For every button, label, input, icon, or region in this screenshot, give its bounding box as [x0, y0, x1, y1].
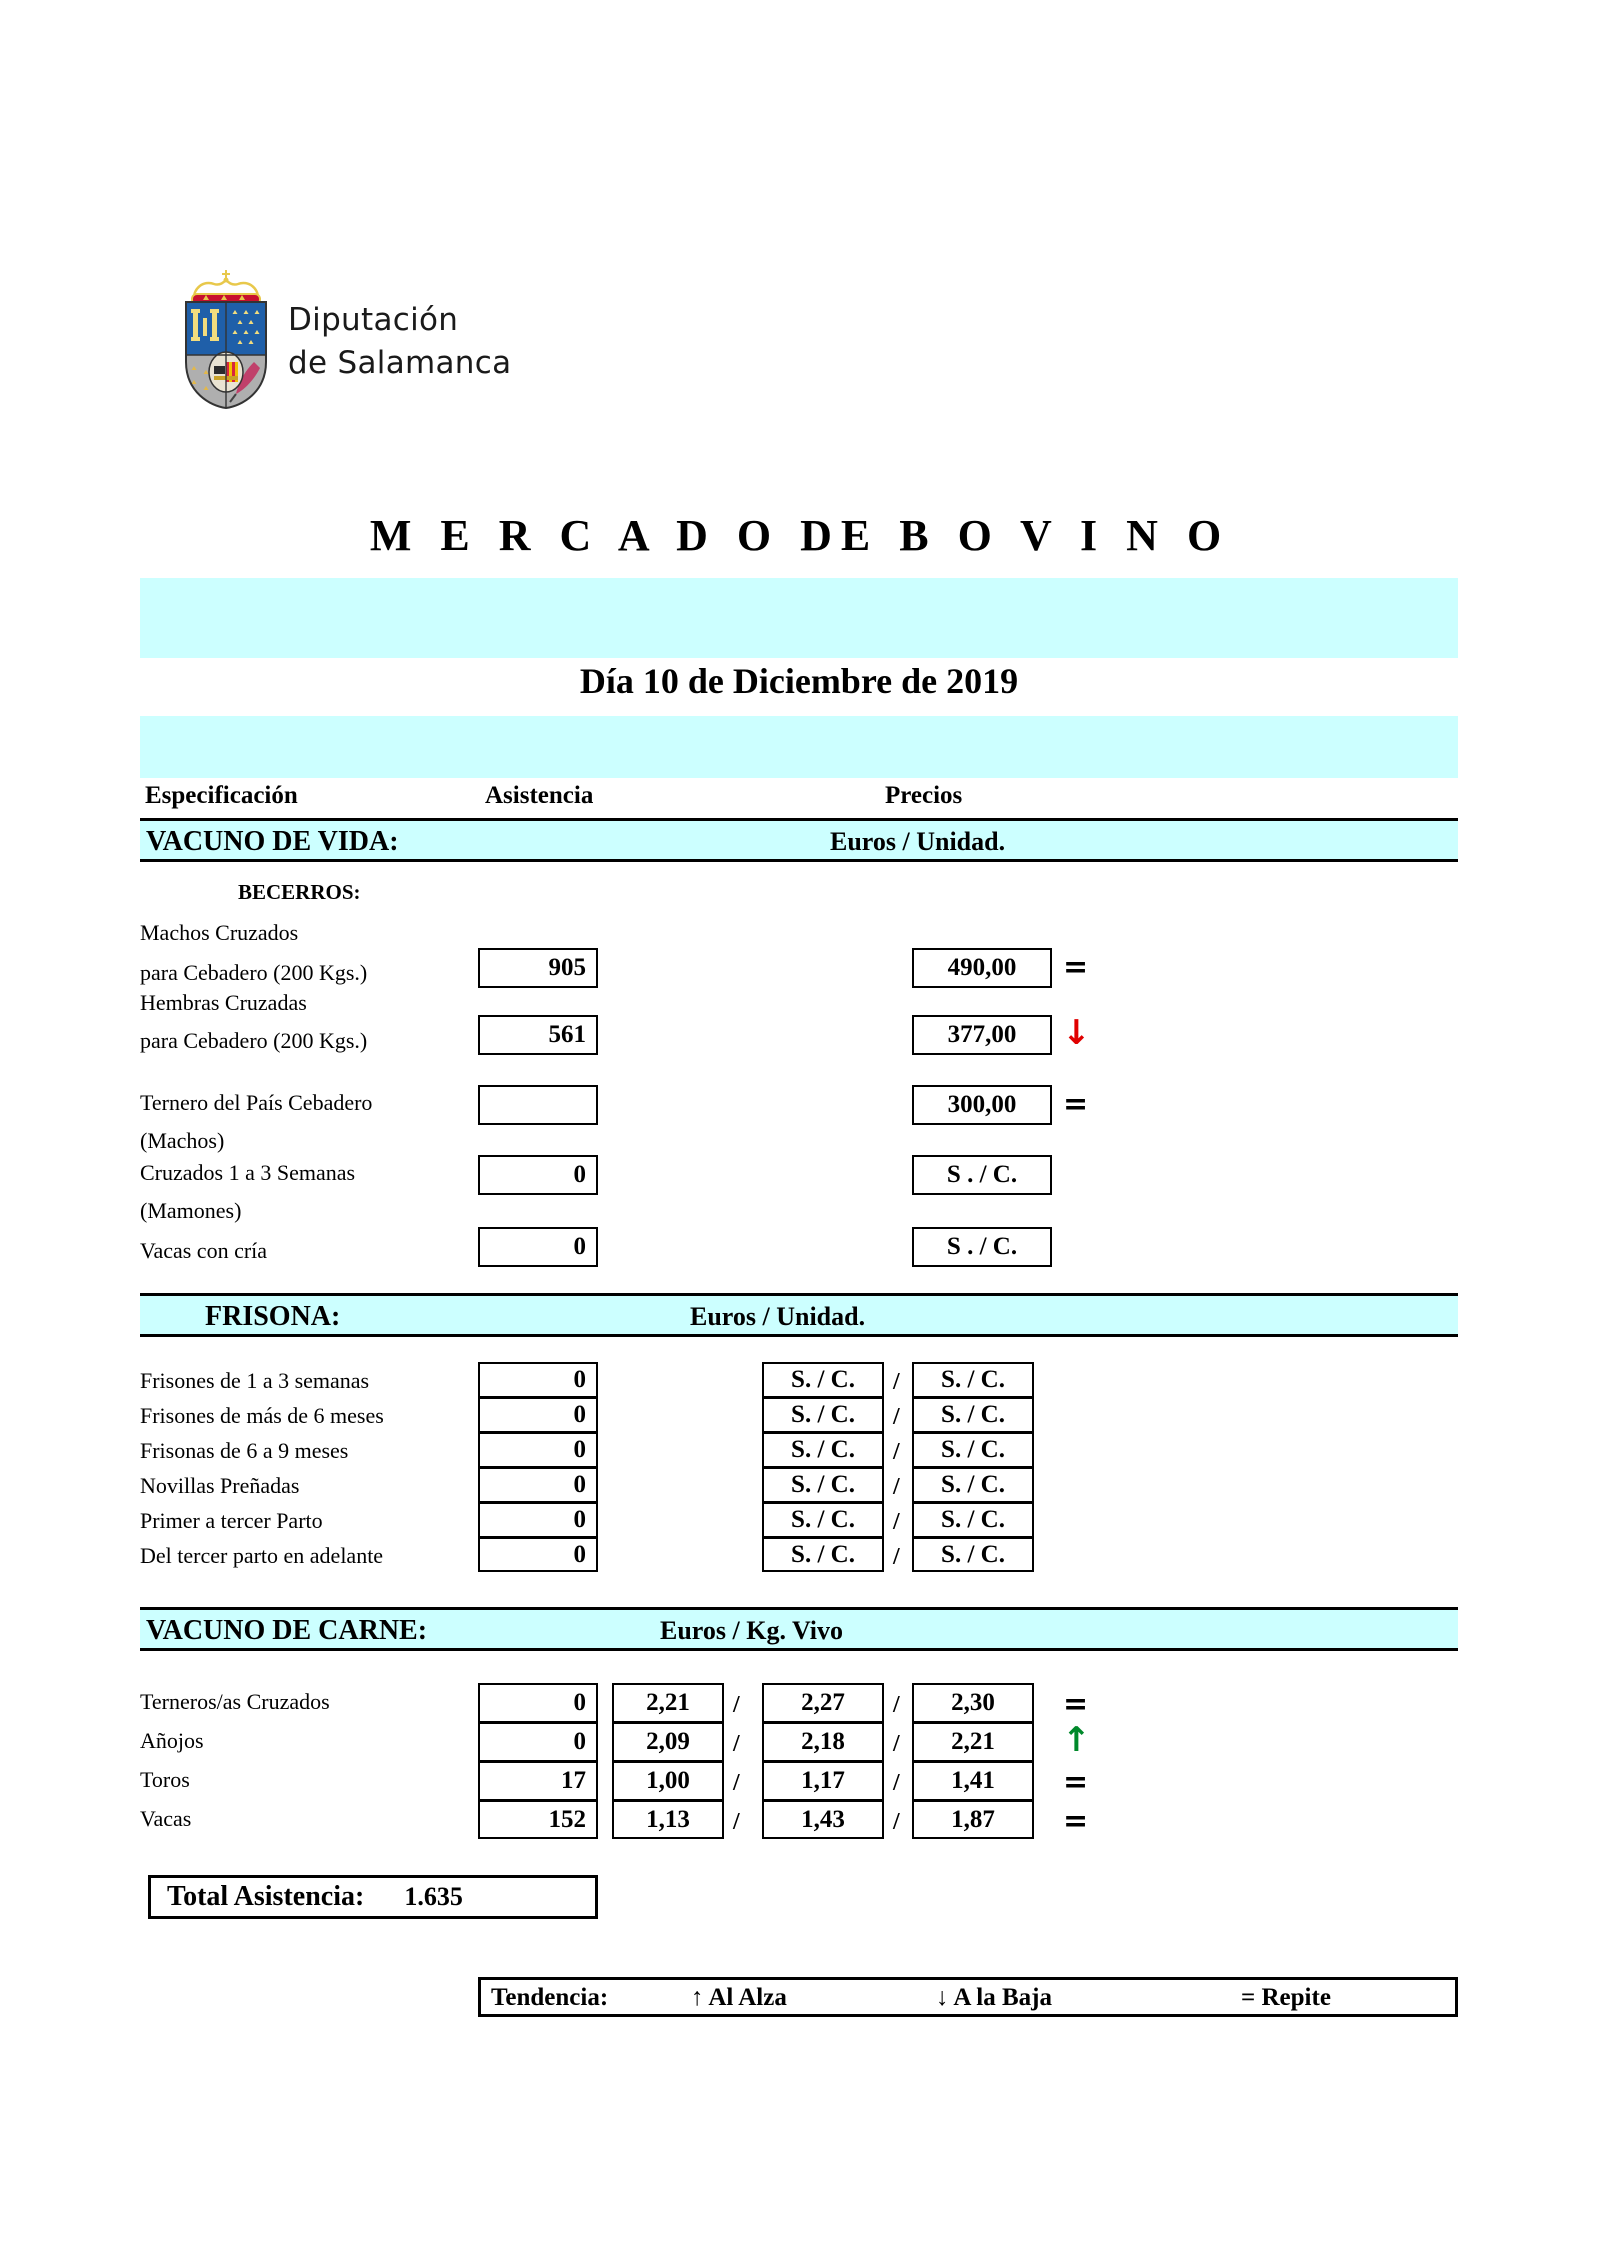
precio1-toros[interactable]: 1,00 [612, 1761, 724, 1800]
separator-slash: / [893, 1692, 900, 1718]
precio-min-primer-a-tercer-parto[interactable]: S. / C. [762, 1502, 884, 1537]
trend-vacas: = [1063, 1804, 1089, 1839]
precio-cruzados-1-3-semanas[interactable]: S . / C. [912, 1155, 1052, 1195]
trend-legend [478, 1977, 1458, 2017]
separator-slash: / [893, 1809, 900, 1835]
row-label-vacas-con-cria: Vacas con cría [140, 1238, 268, 1263]
column-header-precios: Precios [885, 782, 963, 809]
asistencia-frisonas-6-9-meses[interactable]: 0 [478, 1432, 598, 1467]
row-label-del-tercer-parto: Del tercer parto en adelante [140, 1543, 384, 1568]
separator-slash: / [733, 1692, 740, 1718]
separator-slash: / [733, 1770, 740, 1796]
separator-slash: / [893, 1404, 900, 1430]
precio2-terneros-as-cruzados[interactable]: 2,27 [762, 1683, 884, 1722]
precio-max-frisones-1-3-semanas[interactable]: S. / C. [912, 1362, 1034, 1397]
row-label-machos-cruzados-l2: para Cebadero (200 Kgs.) [140, 960, 368, 985]
row-label-vacas: Vacas [140, 1806, 192, 1831]
separator-slash: / [893, 1770, 900, 1796]
diputacion-logo [178, 268, 511, 420]
legend-equal-sign: = Repite [1241, 1984, 1331, 2011]
asistencia-hembras-cruzadas[interactable]: 561 [478, 1015, 598, 1055]
row-label-primer-a-tercer-parto: Primer a tercer Parto [140, 1508, 323, 1533]
asistencia-ternero-pais[interactable] [478, 1085, 598, 1125]
separator-slash: / [733, 1809, 740, 1835]
section-units-frisona: Euros / Unidad. [690, 1302, 866, 1331]
decorative-band-below-date [140, 716, 1458, 778]
precio1-anojos[interactable]: 2,09 [612, 1722, 724, 1761]
asistencia-del-tercer-parto[interactable]: 0 [478, 1537, 598, 1572]
section-header-vacuno-de-vida [140, 818, 1458, 862]
section-header-vacuno-de-carne [140, 1607, 1458, 1651]
page-title: M E R C A D O DE B O V I N O [369, 511, 1231, 560]
asistencia-frisones-1-3-semanas[interactable]: 0 [478, 1362, 598, 1397]
row-label-ternero-pais-l2: (Machos) [140, 1128, 225, 1153]
column-header-row [140, 782, 1458, 816]
separator-slash: / [893, 1509, 900, 1535]
row-label-hembras-cruzadas-l1: Hembras Cruzadas [140, 990, 307, 1015]
precio-vacas-con-cria[interactable]: S . / C. [912, 1227, 1052, 1267]
coat-of-arms-crest [178, 268, 274, 420]
precio1-terneros-as-cruzados[interactable]: 2,21 [612, 1683, 724, 1722]
precio2-anojos[interactable]: 2,18 [762, 1722, 884, 1761]
precio-machos-cruzados[interactable]: 490,00 [912, 948, 1052, 988]
row-label-mamones: (Mamones) [140, 1198, 242, 1223]
precio-max-frisonas-6-9-meses[interactable]: S. / C. [912, 1432, 1034, 1467]
row-label-frisonas-6-9-meses: Frisonas de 6 a 9 meses [140, 1438, 349, 1463]
precio-min-novillas-prenadas[interactable]: S. / C. [762, 1467, 884, 1502]
row-label-frisones-mas-6-meses: Frisones de más de 6 meses [140, 1403, 384, 1428]
precio3-toros[interactable]: 1,41 [912, 1761, 1034, 1800]
asistencia-terneros-as-cruzados[interactable]: 0 [478, 1683, 598, 1722]
row-label-novillas-prenadas: Novillas Preñadas [140, 1473, 300, 1498]
row-label-cruzados-1-3-semanas: Cruzados 1 a 3 Semanas [140, 1160, 356, 1185]
separator-slash: / [893, 1731, 900, 1757]
subheading-becerros: BECERROS: [238, 880, 361, 904]
trend-ternero-pais: = [1063, 1087, 1089, 1122]
precio-min-del-tercer-parto[interactable]: S. / C. [762, 1537, 884, 1572]
separator-slash: / [893, 1544, 900, 1570]
precio2-vacas[interactable]: 1,43 [762, 1800, 884, 1839]
row-label-ternero-pais-l1: Ternero del País Cebadero [140, 1090, 373, 1115]
total-asistencia-value: 1.635 [404, 1882, 463, 1911]
column-header-especificacion: Especificación [145, 782, 298, 809]
separator-slash: / [733, 1731, 740, 1757]
total-asistencia-box [148, 1875, 598, 1919]
asistencia-toros[interactable]: 17 [478, 1761, 598, 1800]
section-title-vida: VACUNO DE VIDA: [146, 826, 399, 857]
asistencia-frisones-mas-6-meses[interactable]: 0 [478, 1397, 598, 1432]
precio-ternero-pais[interactable]: 300,00 [912, 1085, 1052, 1125]
separator-slash: / [893, 1439, 900, 1465]
asistencia-vacas-con-cria[interactable]: 0 [478, 1227, 598, 1267]
asistencia-vacas[interactable]: 152 [478, 1800, 598, 1839]
separator-slash: / [893, 1369, 900, 1395]
trend-toros: = [1063, 1765, 1089, 1800]
legend-down-arrow: ↓ A la Baja [936, 1984, 1052, 2011]
logo-line-1: Diputación [288, 302, 459, 338]
logo-text [288, 302, 512, 383]
asistencia-cruzados-1-3-semanas[interactable]: 0 [478, 1155, 598, 1195]
row-label-anojos: Añojos [140, 1728, 204, 1753]
decorative-band-top [140, 578, 1458, 658]
asistencia-machos-cruzados[interactable]: 905 [478, 948, 598, 988]
asistencia-novillas-prenadas[interactable]: 0 [478, 1467, 598, 1502]
section-units-vida: Euros / Unidad. [830, 827, 1006, 856]
asistencia-primer-a-tercer-parto[interactable]: 0 [478, 1502, 598, 1537]
logo-line-2: de Salamanca [288, 345, 512, 381]
section-title-carne: VACUNO DE CARNE: [146, 1615, 428, 1646]
precio-hembras-cruzadas[interactable]: 377,00 [912, 1015, 1052, 1055]
trend-hembras-cruzadas: ↓ [1062, 1013, 1091, 1053]
precio-min-frisones-mas-6-meses[interactable]: S. / C. [762, 1397, 884, 1432]
legend-title: Tendencia: [491, 1984, 609, 2011]
row-label-frisones-1-3-semanas: Frisones de 1 a 3 semanas [140, 1368, 370, 1393]
precio3-terneros-as-cruzados[interactable]: 2,30 [912, 1683, 1034, 1722]
trend-machos-cruzados: = [1063, 950, 1089, 985]
shield-icon [184, 300, 268, 410]
precio-max-frisones-mas-6-meses[interactable]: S. / C. [912, 1397, 1034, 1432]
column-header-asistencia: Asistencia [485, 782, 594, 809]
precio2-toros[interactable]: 1,17 [762, 1761, 884, 1800]
precio-max-del-tercer-parto[interactable]: S. / C. [912, 1537, 1034, 1572]
section-header-frisona [140, 1293, 1458, 1337]
precio-max-primer-a-tercer-parto[interactable]: S. / C. [912, 1502, 1034, 1537]
trend-anojos: ↑ [1062, 1720, 1091, 1760]
row-label-hembras-cruzadas-l2: para Cebadero (200 Kgs.) [140, 1028, 368, 1053]
asistencia-anojos[interactable]: 0 [478, 1722, 598, 1761]
row-label-terneros-as-cruzados: Terneros/as Cruzados [140, 1689, 330, 1714]
precio-min-frisonas-6-9-meses[interactable]: S. / C. [762, 1432, 884, 1467]
section-title-frisona: FRISONA: [205, 1301, 341, 1332]
precio-min-frisones-1-3-semanas[interactable]: S. / C. [762, 1362, 884, 1397]
row-label-toros: Toros [140, 1767, 190, 1792]
precio3-anojos[interactable]: 2,21 [912, 1722, 1034, 1761]
market-date: Día 10 de Diciembre de 2019 [579, 661, 1019, 701]
row-label-machos-cruzados-l1: Machos Cruzados [140, 920, 299, 945]
precio1-vacas[interactable]: 1,13 [612, 1800, 724, 1839]
legend-up-arrow: ↑ Al Alza [691, 1984, 787, 2011]
trend-terneros-as-cruzados: = [1063, 1687, 1089, 1722]
precio-max-novillas-prenadas[interactable]: S. / C. [912, 1467, 1034, 1502]
separator-slash: / [893, 1474, 900, 1500]
total-asistencia-label: Total Asistencia: [167, 1881, 365, 1912]
section-units-carne: Euros / Kg. Vivo [660, 1616, 844, 1645]
precio3-vacas[interactable]: 1,87 [912, 1800, 1034, 1839]
